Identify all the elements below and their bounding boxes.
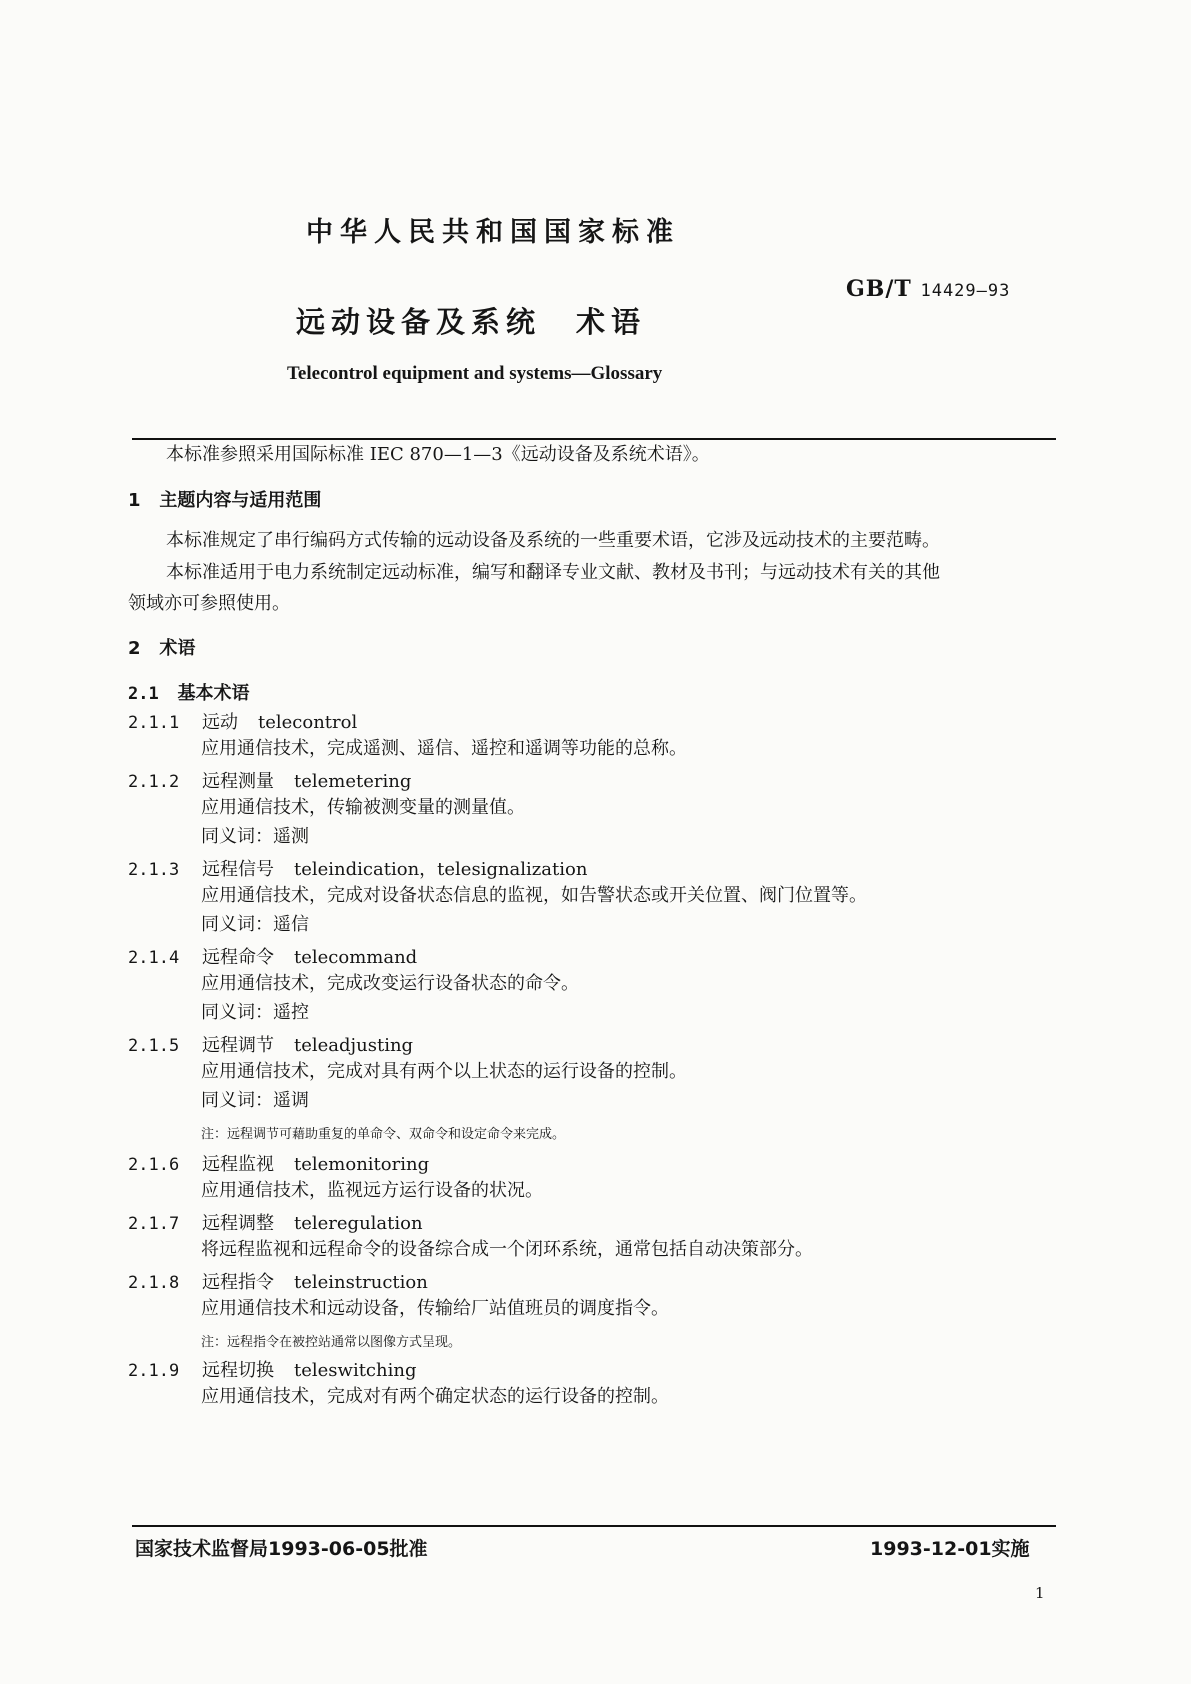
section-2-1-number: 2.1	[128, 684, 159, 704]
section-1-heading	[128, 486, 321, 512]
term-number: 2.1.3	[128, 860, 180, 880]
section-1-para-2-line-1: 本标准适用于电力系统制定远动标准，编写和翻译专业文献、教材及书刊；与远动技术有关的其他	[166, 562, 940, 583]
term-en: telecontrol	[258, 712, 358, 733]
term-number: 2.1.1	[128, 713, 180, 733]
term-en: telecommand	[294, 947, 418, 968]
term-2-1-4-definition: 应用通信技术，完成改变运行设备状态的命令。	[201, 973, 579, 994]
term-cn: 远程调节	[202, 1035, 274, 1056]
term-2-1-8	[128, 1268, 428, 1294]
term-cn: 远程切换	[202, 1360, 274, 1381]
term-2-1-5-definition: 应用通信技术，完成对具有两个以上状态的运行设备的控制。	[201, 1061, 687, 1082]
document-title-en: Telecontrol equipment and systems—Glossary	[287, 363, 663, 384]
term-en: telemetering	[294, 771, 412, 792]
section-2-number: 2	[128, 638, 141, 659]
term-number: 2.1.4	[128, 948, 180, 968]
term-2-1-1-definition: 应用通信技术，完成遥测、遥信、遥控和遥调等功能的总称。	[201, 738, 687, 759]
header-divider	[132, 438, 1056, 440]
term-2-1-6-definition: 应用通信技术，监视远方运行设备的状况。	[201, 1180, 543, 1201]
term-2-1-8-definition: 应用通信技术和远动设备，传输给厂站值班员的调度指令。	[201, 1298, 669, 1319]
term-2-1-3-synonym: 同义词：遥信	[201, 914, 309, 935]
standard-code	[846, 276, 1010, 302]
effective-date: 1993-12-01实施	[870, 1538, 1030, 1560]
term-cn: 远程测量	[202, 771, 274, 792]
term-number: 2.1.6	[128, 1155, 180, 1175]
term-cn: 远程指令	[202, 1272, 274, 1293]
term-cn: 远程信号	[202, 859, 274, 880]
section-2-1-title: 基本术语	[177, 683, 250, 704]
term-number: 2.1.9	[128, 1361, 180, 1381]
term-2-1-2-definition: 应用通信技术，传输被测变量的测量值。	[201, 797, 525, 818]
approval-statement: 国家技术监督局1993-06-05批准	[135, 1538, 428, 1560]
term-2-1-7-definition: 将远程监视和远程命令的设备综合成一个闭环系统，通常包括自动决策部分。	[201, 1239, 813, 1260]
standard-code-number: 14429—93	[920, 281, 1011, 301]
term-number: 2.1.2	[128, 772, 180, 792]
term-number: 2.1.8	[128, 1273, 180, 1293]
document-title-cn: 远动设备及系统 术语	[296, 305, 647, 339]
term-2-1-7	[128, 1209, 423, 1235]
term-2-1-3	[128, 855, 587, 881]
standard-code-prefix: GB/T	[846, 276, 912, 302]
term-en: teleindication，telesignalization	[294, 859, 588, 880]
page-number: 1	[1035, 1584, 1045, 1602]
term-cn: 远程命令	[202, 947, 274, 968]
term-en: teleinstruction	[294, 1272, 428, 1293]
term-2-1-2	[128, 767, 411, 793]
term-2-1-9	[128, 1356, 416, 1382]
term-cn: 远动	[202, 712, 238, 733]
term-2-1-6	[128, 1150, 429, 1176]
term-2-1-5-note: 注：远程调节可藉助重复的单命令、双命令和设定命令来完成。	[201, 1127, 566, 1142]
term-en: teleswitching	[294, 1360, 417, 1381]
section-1-number: 1	[128, 490, 141, 511]
footer-divider	[132, 1525, 1056, 1527]
term-cn: 远程监视	[202, 1154, 274, 1175]
term-2-1-9-definition: 应用通信技术，完成对有两个确定状态的运行设备的控制。	[201, 1386, 669, 1407]
section-1-para-2-line-2: 领域亦可参照使用。	[128, 593, 290, 614]
term-2-1-5	[128, 1031, 413, 1057]
section-1-para-1: 本标准规定了串行编码方式传输的远动设备及系统的一些重要术语，它涉及远动技术的主要范畴。	[166, 530, 940, 551]
term-2-1-2-synonym: 同义词：遥测	[201, 826, 309, 847]
term-en: teleadjusting	[294, 1035, 414, 1056]
section-1-title: 主题内容与适用范围	[159, 490, 322, 511]
term-2-1-4	[128, 943, 417, 969]
term-en: teleregulation	[294, 1213, 423, 1234]
term-cn: 远程调整	[202, 1213, 274, 1234]
term-2-1-4-synonym: 同义词：遥控	[201, 1002, 309, 1023]
country-standard-heading: 中华人民共和国国家标准	[306, 217, 680, 248]
section-2-1-heading	[128, 679, 250, 705]
term-number: 2.1.7	[128, 1214, 180, 1234]
section-2-heading	[128, 634, 195, 660]
intro-paragraph: 本标准参照采用国际标准 IEC 870—1—3《远动设备及系统术语》。	[166, 444, 710, 465]
term-2-1-1	[128, 708, 357, 734]
section-2-title: 术语	[159, 638, 196, 659]
term-2-1-3-definition: 应用通信技术，完成对设备状态信息的监视，如告警状态或开关位置、阀门位置等。	[201, 885, 867, 906]
term-2-1-5-synonym: 同义词：遥调	[201, 1090, 309, 1111]
term-number: 2.1.5	[128, 1036, 180, 1056]
term-en: telemonitoring	[294, 1154, 430, 1175]
term-2-1-8-note: 注：远程指令在被控站通常以图像方式呈现。	[201, 1335, 462, 1350]
